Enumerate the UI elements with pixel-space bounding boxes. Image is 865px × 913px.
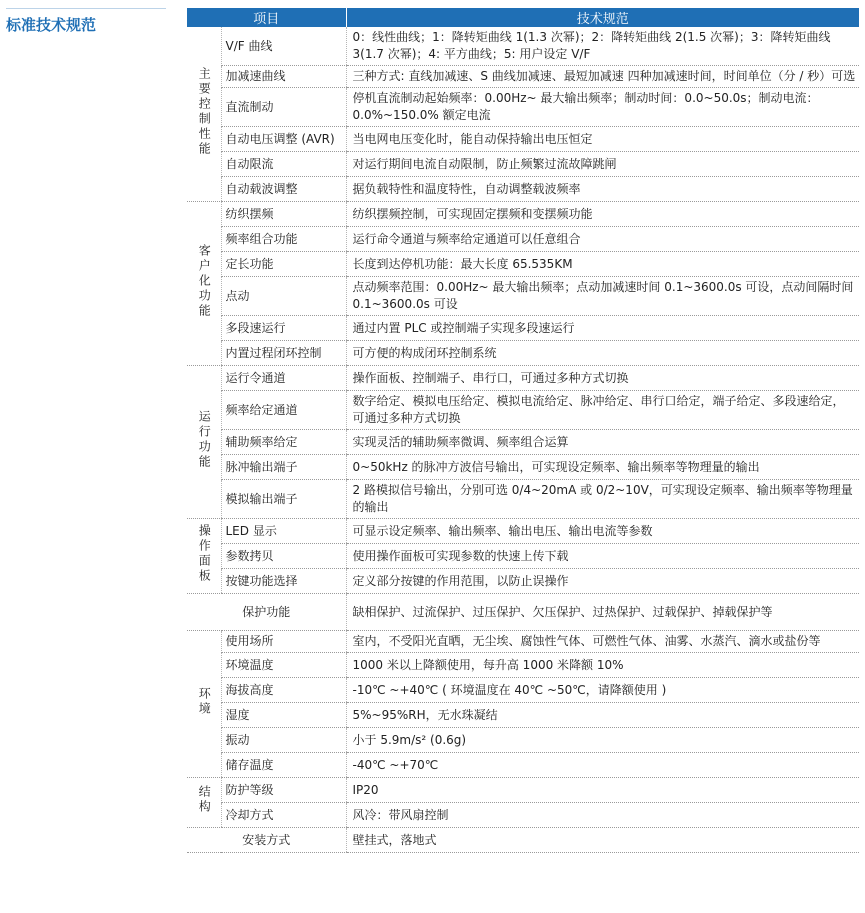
spec-cell: 风冷：带风扇控制 — [346, 803, 859, 828]
spec-cell: 5%~95%RH，无水珠凝结 — [346, 703, 859, 728]
group-custom: 客户化功能 — [187, 202, 221, 366]
table-row — [187, 544, 859, 569]
item-cell: 运行令通道 — [221, 366, 346, 391]
table-row — [187, 341, 859, 366]
table-row — [187, 703, 859, 728]
table-row — [187, 430, 859, 455]
item-cell: 加减速曲线 — [221, 66, 346, 88]
spec-cell: 长度到达停机功能：最大长度 65.535KM — [346, 252, 859, 277]
table-row — [187, 678, 859, 703]
spec-cell: 当电网电压变化时，能自动保持输出电压恒定 — [346, 127, 859, 152]
table-row — [187, 227, 859, 252]
table-row — [187, 177, 859, 202]
item-cell: 自动电压调整 (AVR) — [221, 127, 346, 152]
spec-cell: 1000 米以上降额使用，每升高 1000 米降额 10% — [346, 653, 859, 678]
table-row — [187, 152, 859, 177]
spec-cell: 小于 5.9m/s² (0.6g) — [346, 728, 859, 753]
item-cell: 振动 — [221, 728, 346, 753]
item-cell: 环境温度 — [221, 653, 346, 678]
group-struct: 结构 — [187, 778, 221, 828]
table-row — [187, 828, 859, 853]
table-row — [187, 455, 859, 480]
table-row — [187, 519, 859, 544]
spec-cell: 运行命令通道与频率给定通道可以任意组合 — [346, 227, 859, 252]
table-row — [187, 631, 859, 653]
item-cell: 定长功能 — [221, 252, 346, 277]
section-title: 标准技术规范 — [6, 16, 97, 34]
item-cell: 使用场所 — [221, 631, 346, 653]
table-row — [187, 803, 859, 828]
spec-cell: -10℃ ~+40℃ ( 环境温度在 40℃ ~50℃，请降额使用 ) — [346, 678, 859, 703]
item-cell: 冷却方式 — [221, 803, 346, 828]
spec-cell: 通过内置 PLC 或控制端子实现多段速运行 — [346, 316, 859, 341]
item-cell: V/F 曲线 — [221, 27, 346, 66]
spec-cell: 0~50kHz 的脉冲方波信号输出，可实现设定频率、输出频率等物理量的输出 — [346, 455, 859, 480]
table-row — [187, 88, 859, 127]
spec-cell: 2 路模拟信号输出，分别可选 0/4~20mA 或 0/2~10V，可实现设定频率、输出频率等物理量的输出 — [346, 480, 859, 519]
group-main-control: 主要控制性能 — [187, 27, 221, 202]
item-cell: 湿度 — [221, 703, 346, 728]
table-row — [187, 728, 859, 753]
table-row — [187, 366, 859, 391]
item-cell: 海拔高度 — [221, 678, 346, 703]
table-row — [187, 569, 859, 594]
sidebar-rule — [6, 8, 166, 9]
item-cell: 频率组合功能 — [221, 227, 346, 252]
table-row — [187, 594, 859, 631]
spec-cell: 数字给定、模拟电压给定、模拟电流给定、脉冲给定、串行口给定，端子给定、多段速给定，可通过多种方式切换 — [346, 391, 859, 430]
item-cell: 内置过程闭环控制 — [221, 341, 346, 366]
spec-cell: 操作面板、控制端子、串行口，可通过多种方式切换 — [346, 366, 859, 391]
group-env: 环境 — [187, 631, 221, 778]
spec-cell: 壁挂式，落地式 — [346, 828, 859, 853]
item-cell: 多段速运行 — [221, 316, 346, 341]
spec-cell: 定义部分按键的作用范围，以防止误操作 — [346, 569, 859, 594]
group-protection: 保护功能 — [187, 594, 346, 631]
item-cell: 脉冲输出端子 — [221, 455, 346, 480]
table-row — [187, 127, 859, 152]
group-run: 运行功能 — [187, 366, 221, 519]
item-cell: 储存温度 — [221, 753, 346, 778]
spec-cell: 可显示设定频率、输出频率、输出电压、输出电流等参数 — [346, 519, 859, 544]
item-cell: 直流制动 — [221, 88, 346, 127]
item-cell: 辅助频率给定 — [221, 430, 346, 455]
table-row — [187, 316, 859, 341]
item-cell: 点动 — [221, 277, 346, 316]
spec-table — [187, 8, 859, 853]
item-cell: 频率给定通道 — [221, 391, 346, 430]
table-row — [187, 391, 859, 430]
spec-cell: 纺织摆频控制，可实现固定摆频和变摆频功能 — [346, 202, 859, 227]
group-panel: 操作面板 — [187, 519, 221, 594]
item-cell: 按键功能选择 — [221, 569, 346, 594]
spec-cell: 对运行期间电流自动限制，防止频繁过流故障跳闸 — [346, 152, 859, 177]
item-cell: 纺织摆频 — [221, 202, 346, 227]
spec-cell: 0：线性曲线；1：降转矩曲线 1(1.3 次幂)；2：降转矩曲线 2(1.5 次幂)；3：降转矩曲线 3(1.7 次幂)；4: 平方曲线；5: 用户设定 V/F — [346, 27, 859, 66]
header-item: 项目 — [187, 8, 346, 27]
table-row — [187, 202, 859, 227]
table-row — [187, 66, 859, 88]
item-cell: 自动载波调整 — [221, 177, 346, 202]
table-row — [187, 653, 859, 678]
spec-cell: -40℃ ~+70℃ — [346, 753, 859, 778]
spec-cell: 缺相保护、过流保护、过压保护、欠压保护、过热保护、过载保护、掉载保护等 — [346, 594, 859, 631]
spec-cell: 停机直流制动起始频率：0.00Hz~ 最大输出频率；制动时间：0.0~50.0s；制动电流：0.0%~150.0% 额定电流 — [346, 88, 859, 127]
spec-cell: 三种方式: 直线加减速、S 曲线加减速、最短加减速 四种加减速时间，时间单位（分 / 秒）可选 — [346, 66, 859, 88]
item-cell: LED 显示 — [221, 519, 346, 544]
spec-cell: IP20 — [346, 778, 859, 803]
header-spec: 技术规范 — [346, 8, 859, 27]
table-row — [187, 27, 859, 66]
item-cell: 防护等级 — [221, 778, 346, 803]
spec-cell: 据负载特性和温度特性，自动调整载波频率 — [346, 177, 859, 202]
item-cell: 模拟输出端子 — [221, 480, 346, 519]
item-cell: 参数拷贝 — [221, 544, 346, 569]
table-row — [187, 753, 859, 778]
spec-cell: 点动频率范围：0.00Hz~ 最大输出频率；点动加减速时间 0.1~3600.0s 可设，点动间隔时间 0.1~3600.0s 可设 — [346, 277, 859, 316]
spec-cell: 室内，不受阳光直晒，无尘埃、腐蚀性气体、可燃性气体、油雾、水蒸汽、滴水或盐份等 — [346, 631, 859, 653]
spec-cell: 实现灵活的辅助频率微调、频率组合运算 — [346, 430, 859, 455]
table-row — [187, 778, 859, 803]
table-row — [187, 252, 859, 277]
group-install: 安装方式 — [187, 828, 346, 853]
table-row — [187, 277, 859, 316]
table-row — [187, 480, 859, 519]
table-header-row — [187, 8, 859, 27]
spec-cell: 使用操作面板可实现参数的快速上传下载 — [346, 544, 859, 569]
item-cell: 自动限流 — [221, 152, 346, 177]
spec-cell: 可方便的构成闭环控制系统 — [346, 341, 859, 366]
